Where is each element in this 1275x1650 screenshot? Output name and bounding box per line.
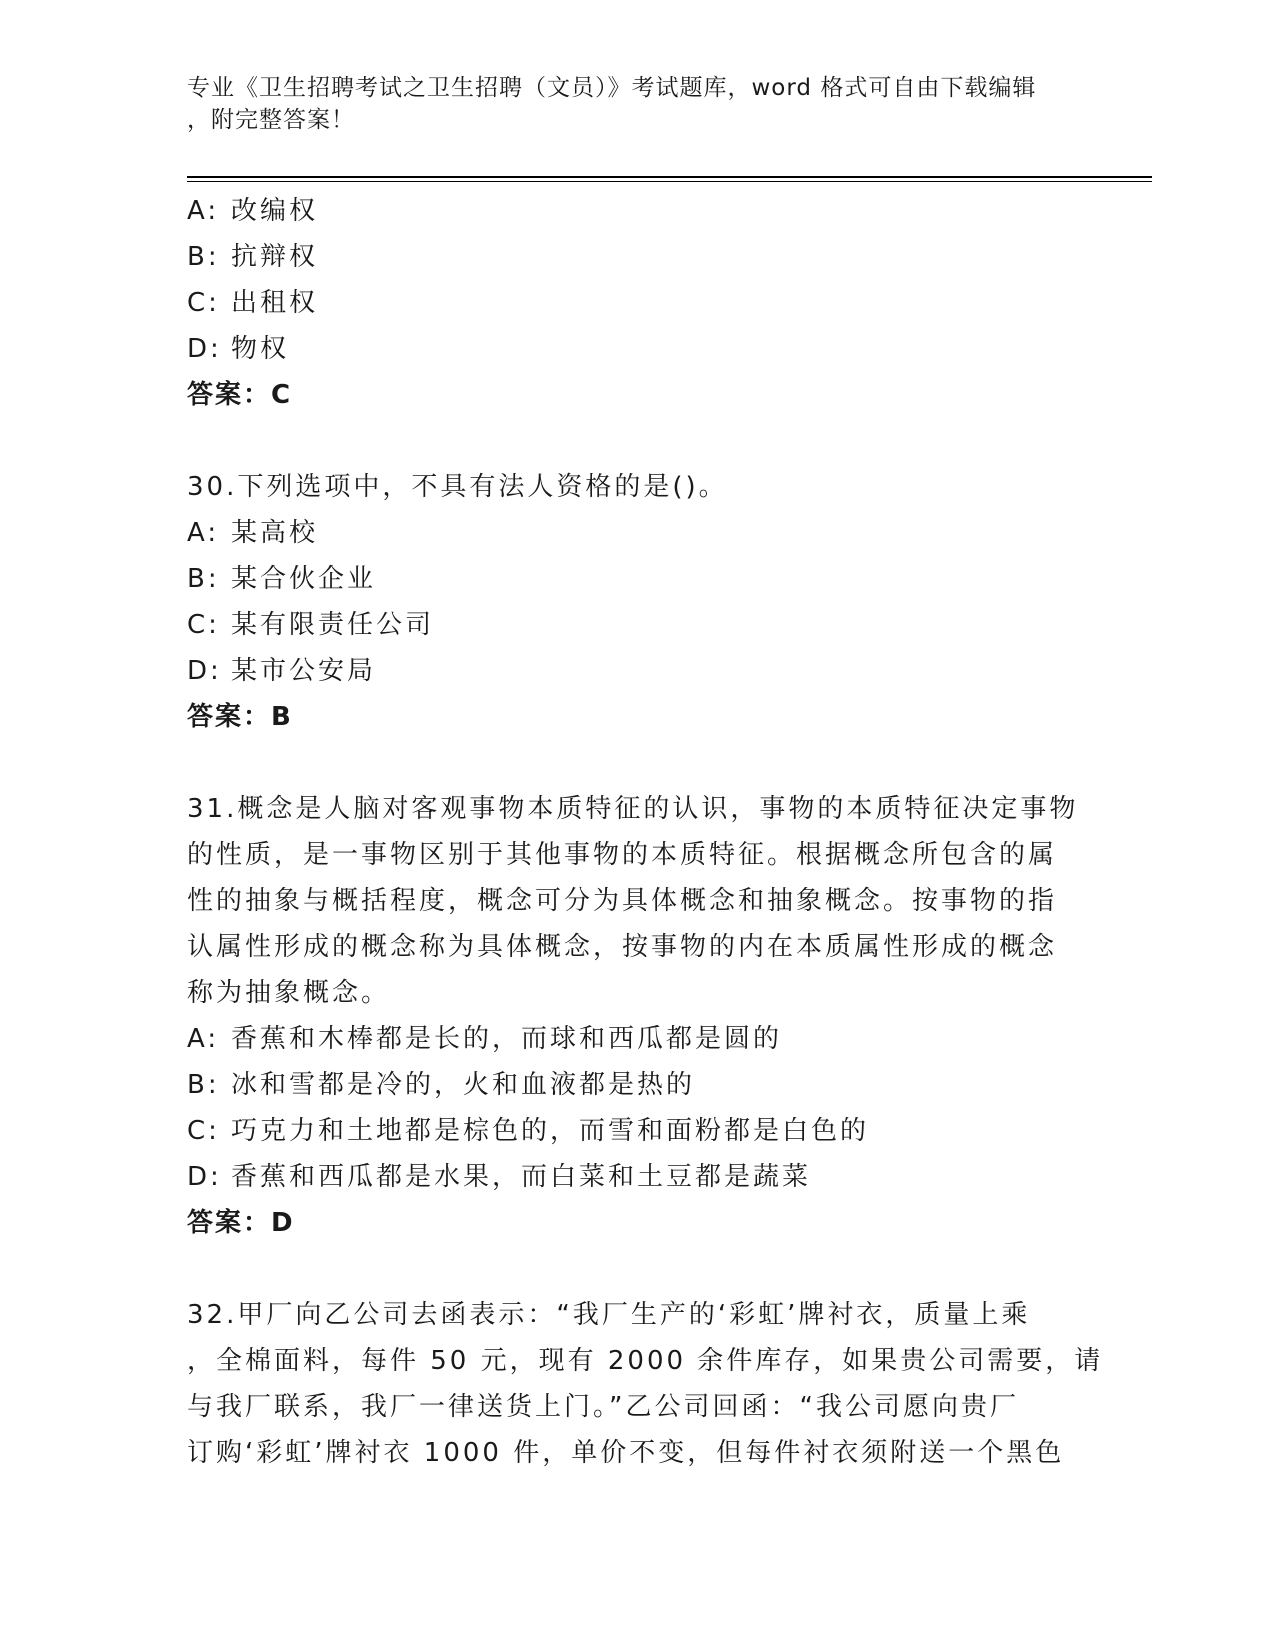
answer-line: 答案：D (187, 1208, 295, 1238)
question-stem-line: 称为抽象概念。 (187, 978, 391, 1008)
option-c: C: 某有限责任公司 (187, 610, 435, 640)
question-stem-line: 31.概念是人脑对客观事物本质特征的认识，事物的本质特征决定事物 (187, 794, 1079, 824)
question-stem-line: 的性质，是一事物区别于其他事物的本质特征。根据概念所包含的属 (187, 840, 1058, 870)
question-stem-line: 订购‘彩虹’牌衬衣 1000 件，单价不变，但每件衬衣须附送一个黑色 (187, 1438, 1065, 1468)
option-c: C: 巧克力和土地都是棕色的，而雪和面粉都是白色的 (187, 1116, 870, 1146)
option-d: D: 物权 (187, 334, 290, 364)
question-30 (187, 464, 1087, 740)
question-stem: 30.下列选项中，不具有法人资格的是()。 (187, 472, 728, 502)
spacer (187, 418, 1087, 464)
header-divider-thick (187, 176, 1152, 178)
option-b: B: 抗辩权 (187, 242, 319, 272)
option-a: A: 改编权 (187, 196, 319, 226)
question-block-prev (187, 188, 1087, 418)
question-stem (187, 786, 1087, 1016)
header-title-line-2: ，附完整答案！ (187, 107, 355, 133)
question-stem-line: 32.甲厂向乙公司去函表示：“我厂生产的‘彩虹’牌衬衣，质量上乘 (187, 1300, 1031, 1330)
question-stem-line: ，全棉面料，每件 50 元，现有 2000 余件库存，如果贵公司需要，请 (187, 1346, 1104, 1376)
option-b: B: 某合伙企业 (187, 564, 377, 594)
answer-line: 答案：B (187, 702, 293, 732)
document-header (187, 72, 1067, 136)
option-a: A: 某高校 (187, 518, 319, 548)
spacer (187, 1246, 1087, 1292)
question-31 (187, 786, 1087, 1246)
option-c: C: 出租权 (187, 288, 319, 318)
question-stem-line: 认属性形成的概念称为具体概念，按事物的内在本质属性形成的概念 (187, 932, 1058, 962)
header-divider-thin (187, 181, 1152, 182)
answer-line: 答案：C (187, 380, 293, 410)
question-stem-line: 性的抽象与概括程度，概念可分为具体概念和抽象概念。按事物的指 (187, 886, 1058, 916)
question-32 (187, 1292, 1104, 1476)
option-d: D: 某市公安局 (187, 656, 377, 686)
option-b: B: 冰和雪都是冷的，火和血液都是热的 (187, 1070, 696, 1100)
option-d: D: 香蕉和西瓜都是水果，而白菜和土豆都是蔬菜 (187, 1162, 812, 1192)
question-content (187, 188, 1104, 1476)
spacer (187, 740, 1087, 786)
question-stem (187, 1292, 1104, 1476)
question-stem-line: 与我厂联系，我厂一律送货上门。”乙公司回函：“我公司愿向贵厂 (187, 1392, 1019, 1422)
option-a: A: 香蕉和木棒都是长的，而球和西瓜都是圆的 (187, 1024, 783, 1054)
header-title-line-1: 专业《卫生招聘考试之卫生招聘（文员）》考试题库，word 格式可自由下载编辑 (187, 75, 1037, 101)
